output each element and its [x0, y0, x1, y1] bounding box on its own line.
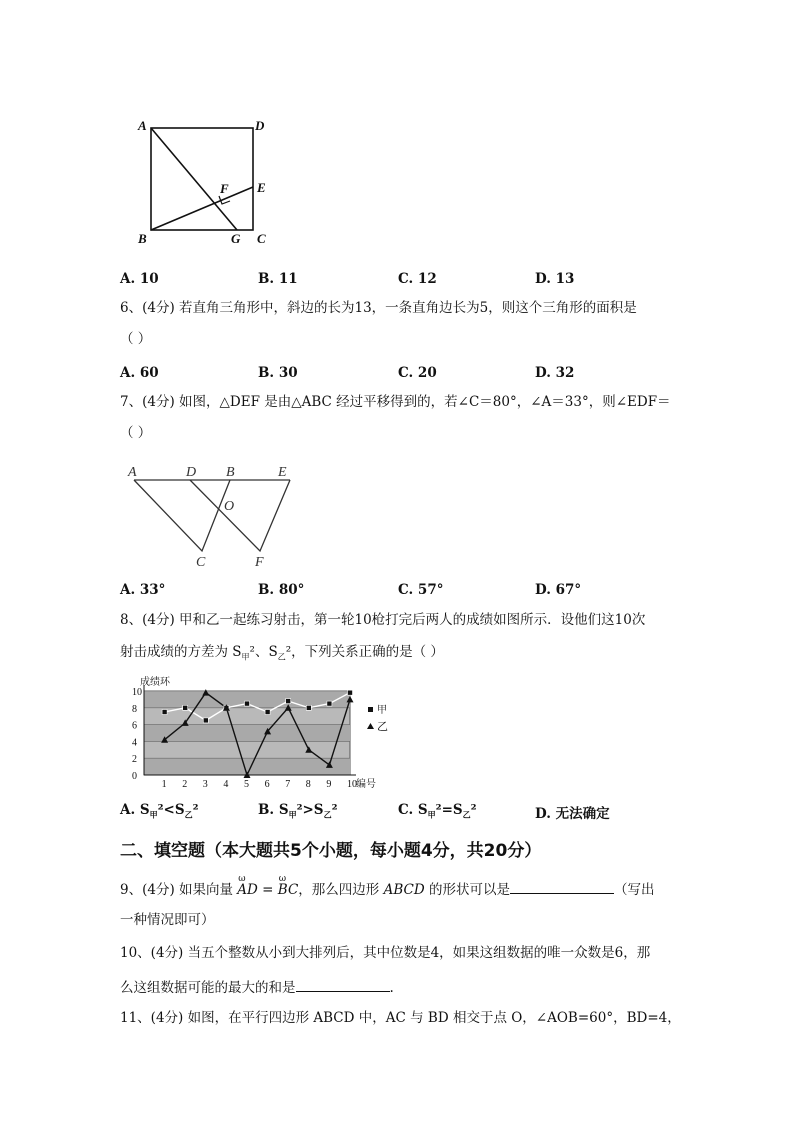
series-jia-point	[162, 710, 167, 715]
q6-option-c[interactable]: C. 20	[398, 365, 437, 381]
q5-option-a[interactable]: A. 10	[120, 271, 159, 287]
x-axis-label: 编号	[356, 779, 376, 789]
q6-option-b[interactable]: B. 30	[258, 365, 298, 381]
y-tick-label: 0	[132, 771, 137, 782]
series-jia-point	[183, 705, 188, 710]
x-tick-label: 9	[326, 779, 332, 789]
q8-option-b[interactable]: B. $S_甲^2>S_乙^2$	[258, 802, 338, 820]
q9-stem-line2: 一种情况即可）	[120, 912, 215, 928]
vector-bc: ω BC	[278, 884, 299, 898]
legend-jia-label: 甲	[377, 705, 387, 716]
label-c: C	[257, 231, 266, 246]
q7-option-d[interactable]: D. 67°	[535, 582, 582, 598]
label-a: A	[138, 118, 147, 133]
q7-option-b[interactable]: B. 80°	[258, 582, 305, 598]
label-d: D	[255, 118, 265, 133]
triangle-def	[190, 480, 290, 551]
q8-option-a[interactable]: A. $S_甲^2<S_乙^2$	[120, 802, 199, 820]
triangle-abc	[134, 480, 230, 551]
vector-ad: ω AD	[237, 884, 258, 898]
series-jia-point	[245, 701, 250, 706]
y-tick-label: 10	[132, 687, 142, 698]
q5-option-c[interactable]: C. 12	[398, 271, 437, 287]
segment-be	[151, 187, 253, 230]
q8-option-c[interactable]: C. $S_甲^2=S_乙^2$	[398, 802, 477, 820]
x-tick-label: 1	[161, 779, 167, 789]
y-tick-label: 6	[132, 720, 137, 732]
series-jia-point	[286, 699, 291, 704]
translation-figure	[120, 458, 310, 570]
q6-option-a[interactable]: A. 60	[120, 365, 159, 381]
q11-stem-line1: 11、(4分) 如图，在平行四边形 ABCD 中，AC 与 BD 相交于点 O，∠AOB=60°，BD=4，	[120, 1010, 681, 1026]
score-line-chart	[118, 673, 392, 789]
q6-stem-line1: 6、(4分) 若直角三角形中，斜边的长为13，一条直角边长为5，则这个三角形的面积是	[120, 300, 637, 316]
q10-stem-line2: 么这组数据可能的最大的和是 .	[120, 980, 394, 996]
label-e: E	[278, 465, 287, 480]
x-tick-label: 7	[285, 779, 291, 789]
label-g: G	[231, 231, 241, 246]
series-jia-point	[306, 705, 311, 710]
chart-title: 成绩环	[140, 677, 170, 688]
q5-option-d[interactable]: D. 13	[535, 271, 575, 287]
label-b: B	[226, 465, 235, 480]
q5-option-b[interactable]: B. 11	[258, 271, 298, 287]
grid-band	[144, 725, 350, 742]
x-tick-label: 10	[347, 779, 357, 789]
y-tick-label: 8	[132, 703, 137, 715]
label-a: A	[128, 465, 137, 480]
q6-stem-line2: （ ）	[120, 331, 152, 347]
label-c: C	[196, 555, 206, 570]
label-b: B	[138, 231, 147, 246]
x-tick-label: 3	[202, 779, 208, 789]
square-figure	[130, 115, 280, 250]
q8-option-d[interactable]: D. 无法确定	[535, 806, 610, 822]
x-tick-label: 6	[264, 779, 270, 789]
x-tick-label: 2	[182, 779, 188, 789]
section-title-fill-in: 二、填空题（本大题共5个小题，每小题4分，共20分）	[120, 841, 542, 861]
label-d: D	[186, 465, 197, 480]
label-e: E	[257, 180, 266, 195]
legend-jia-marker	[368, 707, 373, 712]
x-tick-label: 8	[305, 779, 311, 789]
q9-answer-blank[interactable]	[510, 881, 614, 894]
x-tick-label: 4	[223, 779, 229, 789]
series-jia-point	[327, 701, 332, 706]
y-tick-label: 2	[132, 754, 137, 766]
y-tick-label: 4	[132, 737, 137, 749]
legend-yi-label: 乙	[377, 721, 388, 733]
series-jia-point	[203, 718, 208, 723]
q7-option-c[interactable]: C. 57°	[398, 582, 444, 598]
q8-stem-line1: 8、(4分) 甲和乙一起练习射击，第一轮10枪打完后两人的成绩如图所示．设他们这10次	[120, 612, 646, 628]
q7-stem-line2: （ ）	[120, 425, 152, 441]
series-jia-point	[348, 690, 353, 695]
segment-ag	[151, 128, 237, 230]
q10-stem-line1: 10、(4分) 当五个整数从小到大排列后，其中位数是4，如果这组数据的唯一众数是6，那	[120, 945, 651, 961]
q7-stem-line1: 7、(4分) 如图，△DEF 是由△ABC 经过平移得到的，若∠C＝80°，∠A＝33°，则∠EDF＝	[120, 394, 671, 410]
label-f: F	[220, 181, 229, 196]
q8-stem-line2: 射击成绩的方差为 $S_甲^2$、$S_乙^2$，下列关系正确的是（ ）	[120, 644, 444, 662]
label-o: O	[224, 499, 235, 514]
q7-option-a[interactable]: A. 33°	[120, 582, 166, 598]
q9-stem-line1: 9、(4分) 如果向量 ω AD = ω BC，那么四边形 ABCD 的形状可以是 （写出	[120, 881, 654, 898]
q6-option-d[interactable]: D. 32	[535, 365, 575, 381]
square-abcd	[151, 128, 253, 230]
series-jia-point	[265, 710, 270, 715]
label-f: F	[255, 555, 264, 570]
x-tick-label: 5	[244, 779, 249, 789]
q10-answer-blank[interactable]	[296, 979, 390, 992]
